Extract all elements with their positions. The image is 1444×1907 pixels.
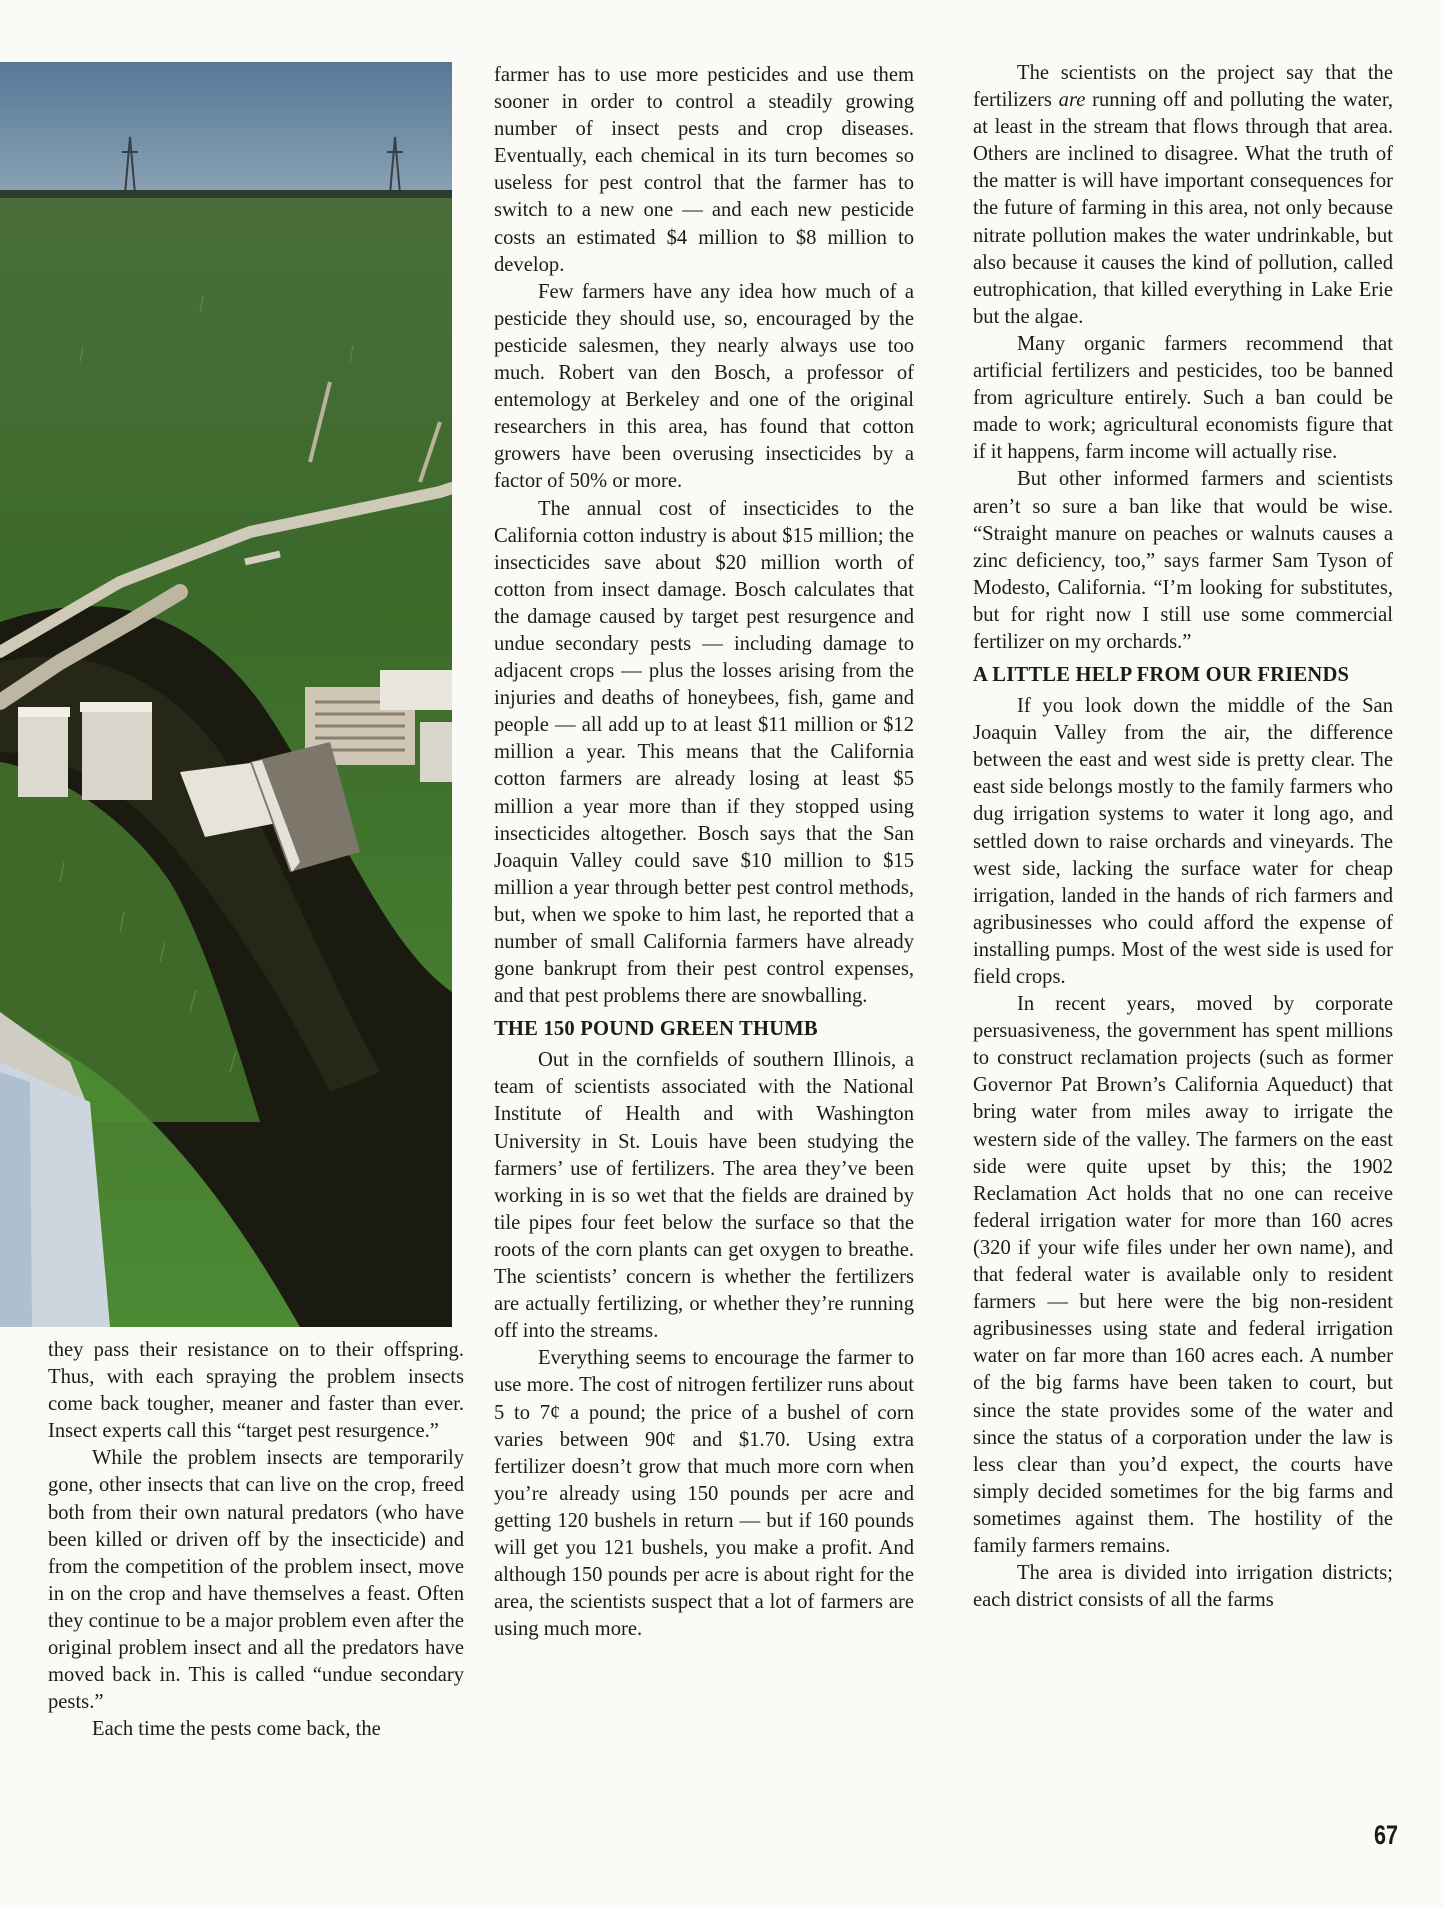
paragraph <box>973 60 1393 331</box>
paragraph: The area is divided into irrigation districts; each district consists of all the farms <box>973 1562 1393 1612</box>
paragraph: farmer has to use more pesticides and use them sooner in order to control a steadily growing number of insect pests and crop diseases. Eventually, each chemical in its turn becomes so useless for pest control that the farmer has to switch to a new one — and each new pesticide costs an estimated $4 million to $8 million to develop. <box>494 64 914 276</box>
emphasis: are <box>1058 89 1086 112</box>
paragraph: Few farmers have any idea how much of a pesticide they should use, so, encouraged by the pesticide salesmen, they nearly always use too much. Robert van den Bosch, a professor of entemology at Berkeley and one of the original researchers in this area, has found that cotton growers have been overusing insecticides by a factor of 50% or more. <box>494 280 914 493</box>
section-heading: A LITTLE HELP FROM OUR FRIENDS <box>973 664 1350 687</box>
farm-field-photo <box>0 62 452 1327</box>
paragraph: Each time the pests come back, the <box>92 1718 381 1741</box>
paragraph: While the problem insects are temporarily gone, other insects that can live on the crop, freed both from their own natural predators (who have been killed or driven off by the insecticide) and from the competition of the problem insect, move in on the crop and have themselves a feast. Often they continue to be a major problem even after the original problem insect and all the predators have moved back in. This is called “undue secondary pests.” <box>48 1447 464 1714</box>
column-2 <box>494 62 914 1643</box>
paragraph: If you look down the middle of the San Joaquin Valley from the air, the difference between the east and west side is pretty clear. The east side belongs mostly to the family farmers who dug irrigation systems to water it long ago, and settled down to raise orchards and vineyards. The west side, lacking the surface water for cheap irrigation, landed in the hands of rich farmers and agribusinesses who could afford the expense of installing pumps. Most of the west side is used for field crops. <box>973 695 1393 988</box>
column-1 <box>48 1337 464 1743</box>
paragraph: they pass their resistance on to their offspring. Thus, with each spraying the problem insects come back tougher, meaner and faster than ever. Insect experts call this “target pest resurgence.” <box>48 1339 464 1443</box>
paragraph: Out in the cornfields of southern Illinois, a team of scientists associated with the National Institute of Health and with Washington University in St. Louis have been studying the farmers’ use of fertilizers. The area they’ve been working in is so wet that the fields are drained by tile pipes four feet below the surface so that the roots of the corn plants can get oxygen to breathe. The scientists’ concern is whether the fertilizers are actually fertilizing, or whether they’re running off into the streams. <box>494 1049 914 1343</box>
page-number: 67 <box>1373 1820 1398 1850</box>
paragraph: The annual cost of insecticides to the California cotton industry is about $15 million; the insecticides save about $20 million worth of cotton from insect damage. Bosch calculates that the damage caused by target pest resurgence and undue secondary pests — including damage to adjacent crops — plus the losses arising from the injuries and deaths of honeybees, fish, game and people — all add up to at least $11 million or $12 million a year. This means that the California cotton farmers are already losing at least $5 million a year more than if they stopped using insecticides altogether. Bosch says that the San Joaquin Valley could save $10 million to $15 million a year through better pest control methods, but, when we spoke to him last, he reported that a number of small California farmers have already gone bankrupt from their pest control expenses, and that pest problems there are snowballing. <box>494 497 914 1008</box>
column-3 <box>973 60 1393 1614</box>
text-run: The scientists on the project say that the fertilizers <box>973 62 1393 112</box>
paragraph: But other informed farmers and scientists aren’t so sure a ban like that would be wise. “Straight manure on peaches or walnuts causes a zinc deficiency, too,” says farmer Sam Tyson of Modesto, California. “I’m looking for substitutes, but for right now I still use some commercial fertilizer on my orchards.” <box>973 468 1393 653</box>
section-heading: THE 150 POUND GREEN THUMB <box>494 1018 818 1041</box>
paragraph: Many organic farmers recommend that artificial fertilizers and pesticides, too be banned from agriculture entirely. Such a ban could be made to work; agricultural economists figure that if it happens, farm income will actually rise. <box>973 332 1393 464</box>
beehives-photo-icon <box>0 62 452 1327</box>
paragraph: In recent years, moved by corporate persuasiveness, the government has spent millions to construct reclamation projects (such as former Governor Pat Brown’s California Aqueduct) that bring water from miles away to irrigate the western side of the valley. The farmers on the east side were quite upset by this; the 1902 Reclamation Act holds that no one can receive federal irrigation water for more than 160 acres (320 if your wife files under her own name), and that federal water is available only to resident farmers — but here were the big non-resident agribusinesses using state and federal irrigation water on far more than 160 acres each. A number of the big farms have been taken to court, but since the state provides some of the water and since the status of a corporation under the law is less clear than you’d expect, the courts have simply decided sometimes for the big farms and sometimes against them. The hostility of the family farmers remains. <box>973 993 1393 1557</box>
paragraph: Everything seems to encourage the farmer to use more. The cost of nitrogen fertilizer runs about 5 to 7¢ a pound; the price of a bushel of corn varies between 90¢ and $1.70. Using extra fertilizer doesn’t grow that much more corn when you’re already using 150 pounds per acre and getting 120 bushels in return — but if 160 pounds will get you 121 bushels, you make a profit. And although 150 pounds per acre is about right for the area, the scientists suspect that a lot of farmers are using much more. <box>494 1347 914 1641</box>
text-run: running off and polluting the water, at least in the stream that flows through that area. Others are inclined to disagree. What the truth of the matter is will have important consequences for the future of farming in this area, not only because nitrate pollution makes the water undrinkable, but also because it causes the kind of pollution, called eutrophication, that killed everything in Lake Erie but the algae. <box>973 89 1393 328</box>
